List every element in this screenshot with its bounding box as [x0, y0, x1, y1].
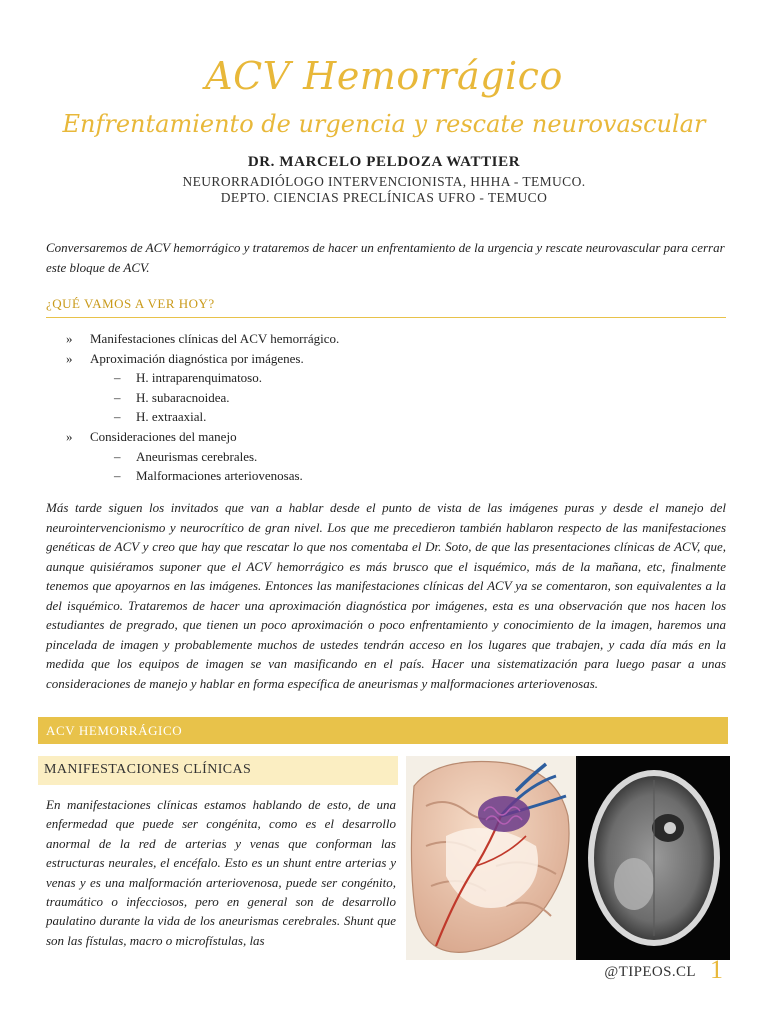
dash-marker: – [114, 409, 121, 425]
author-affiliation-1: NEURORRADIÓLOGO INTERVENCIONISTA, HHHA - TEMUCO. [182, 174, 586, 189]
avm-figure [406, 756, 730, 960]
page-subtitle: Enfrentamiento de urgencia y rescate neurovascular [62, 110, 706, 138]
footer-handle: @TIPEOS.CL [604, 964, 696, 980]
outline-subitem-label: H. intraparenquimatoso. [136, 370, 262, 386]
outline-item [66, 427, 339, 447]
page-title: ACV Hemorrágico [205, 54, 563, 98]
outline-subitem [66, 407, 339, 427]
outline-subitem [66, 368, 339, 388]
bullet-marker: » [66, 428, 73, 444]
ct-hemorrhage [614, 858, 654, 910]
outline-subitem [66, 388, 339, 408]
dash-marker: – [114, 448, 121, 464]
section-heading: ¿QUÉ VAMOS A VER HOY? [46, 296, 726, 318]
intro-paragraph: Conversaremos de ACV hemorrágico y trataremos de hacer un enfrentamiento de la urgencia y rescate neurovascular para cerrar este bloque de ACV. [46, 240, 725, 275]
outline-item-label: Manifestaciones clínicas del ACV hemorrágico. [90, 331, 340, 346]
outline-subitem-label: H. subaracnoidea. [136, 389, 230, 405]
body-paragraph: Más tarde siguen los invitados que van a hablar desde el punto de vista de las imágenes puras y desde el manejo del neurointervencionismo y neurocrítico de gran nivel. Los que me precedieron también hablaron respecto de las manifestaciones genéticas de ACV y creo que hay que rescatar lo que nos comentaba el Dr. Soto, de que las presentaciones clínicas de ACV, que, aunque quisiéramos suponer que el ACV hemorrágico es más brusco que el isquémico, más de la mañana, etc, finalmente tenemos que apoyarnos en las imágenes. Entonces las manifestaciones clínicas del ACV ya se comentaron, son equivalentes a la del isquémico. Trataremos de hacer una aproximación diagnóstica por imágenes, esta es una observación que nos hacen los estudiantes de pregrado, que tienen un poco aproximación o poco enfrentamiento y conocimiento de la imagen, haremos una pincelada de imagen y probablemente muchos de ustedes tendrán acceso en los lugares que trabajen, y cada día más en la medida que los equipos de imagen se van masificando en el país. Hacer una sistematización para luego pasar a unas consideraciones de manejo y hablar en forma específica de aneurismas y malformaciones arteriovenosas. [46, 500, 726, 691]
outline-subitem-label: Aneurismas cerebrales. [136, 448, 258, 464]
dash-marker: – [114, 389, 121, 405]
author-name: DR. MARCELO PELDOZA WATTIER [247, 154, 521, 170]
outline-subitem-label: H. extraaxial. [136, 409, 207, 425]
section-bar: ACV HEMORRÁGICO [38, 717, 728, 744]
bullet-marker: » [66, 350, 73, 366]
page-number: 1 [710, 955, 723, 984]
topic-outline [66, 329, 339, 486]
outline-item-label: Consideraciones del manejo [90, 428, 237, 444]
outline-item [66, 349, 339, 369]
outline-item [66, 329, 339, 349]
avm-illustration-and-ct [406, 756, 730, 960]
bullet-marker: » [66, 331, 73, 346]
dash-marker: – [114, 370, 121, 386]
dash-marker: – [114, 468, 121, 484]
ct-hyperdense-focus [664, 822, 676, 834]
subsection-bar: MANIFESTACIONES CLÍNICAS [38, 756, 398, 785]
outline-item-label: Aproximación diagnóstica por imágenes. [90, 350, 304, 366]
outline-subitem [66, 466, 339, 486]
outline-subitem [66, 447, 339, 467]
clinical-paragraph: En manifestaciones clínicas estamos hablando de esto, de una enfermedad que puede ser congénita, como es el desarrollo anormal de la red de arterias y venas que conforman las estructuras neurales, el encéfalo. Esto es un shunt entre arterias y venas y es una malformación arteriovenosa, puede ser congénito, traumático o infecciosos, pero en general son de desarrollo paulatino durante la vida de los aneurismas cerebrales. Shunt que son las fístulas, macro o microfístulas, las [46, 797, 396, 948]
author-affiliation-2: DEPTO. CIENCIAS PRECLÍNICAS UFRO - TEMUCO [220, 190, 548, 205]
outline-subitem-label: Malformaciones arteriovenosas. [136, 468, 303, 484]
